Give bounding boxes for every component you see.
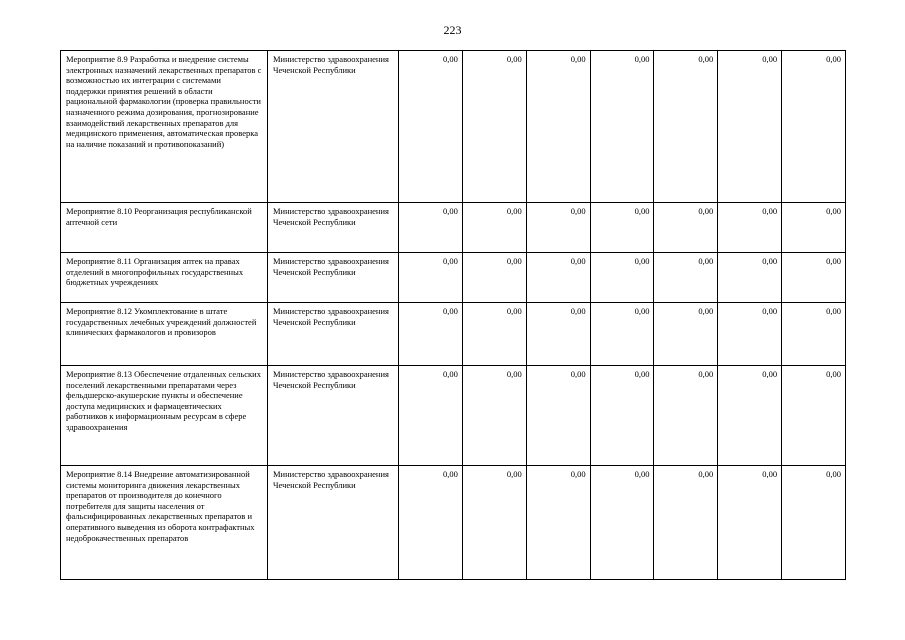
table-row bbox=[61, 203, 846, 253]
executor-cell: Министерство здравоохранения Чеченской Республики bbox=[268, 51, 399, 203]
value-cell: 0,00 bbox=[654, 253, 718, 303]
measure-name-cell: Мероприятие 8.13 Обеспечение отдаленных сельских поселений лекарственными препаратами через фельдшерско-акушерские пункты и обеспечение доступа медицинских и фармацевтических работников к информационным ресурсам в сфере здравоохранения bbox=[61, 366, 268, 466]
page-number: 223 bbox=[443, 23, 462, 37]
value-cell: 0,00 bbox=[718, 366, 782, 466]
value-cell: 0,00 bbox=[718, 203, 782, 253]
value-cell: 0,00 bbox=[526, 253, 590, 303]
value-cell: 0,00 bbox=[718, 51, 782, 203]
value-cell: 0,00 bbox=[590, 51, 654, 203]
executor-cell: Министерство здравоохранения Чеченской Республики bbox=[268, 253, 399, 303]
value-cell: 0,00 bbox=[526, 203, 590, 253]
table-row bbox=[61, 366, 846, 466]
value-cell: 0,00 bbox=[399, 203, 463, 253]
value-cell: 0,00 bbox=[462, 253, 526, 303]
executor-cell: Министерство здравоохранения Чеченской Республики bbox=[268, 366, 399, 466]
value-cell: 0,00 bbox=[590, 366, 654, 466]
measure-name-cell: Мероприятие 8.11 Организация аптек на правах отделений в многопрофильных государственных бюджетных учреждениях bbox=[61, 253, 268, 303]
value-cell: 0,00 bbox=[462, 366, 526, 466]
value-cell: 0,00 bbox=[462, 303, 526, 366]
measures-table bbox=[60, 50, 846, 580]
value-cell: 0,00 bbox=[654, 366, 718, 466]
value-cell: 0,00 bbox=[782, 303, 846, 366]
value-cell: 0,00 bbox=[654, 466, 718, 580]
value-cell: 0,00 bbox=[590, 303, 654, 366]
value-cell: 0,00 bbox=[782, 203, 846, 253]
value-cell: 0,00 bbox=[654, 203, 718, 253]
value-cell: 0,00 bbox=[718, 303, 782, 366]
value-cell: 0,00 bbox=[462, 466, 526, 580]
executor-cell: Министерство здравоохранения Чеченской Республики bbox=[268, 466, 399, 580]
value-cell: 0,00 bbox=[782, 466, 846, 580]
value-cell: 0,00 bbox=[399, 253, 463, 303]
executor-cell: Министерство здравоохранения Чеченской Республики bbox=[268, 203, 399, 253]
value-cell: 0,00 bbox=[782, 366, 846, 466]
value-cell: 0,00 bbox=[399, 366, 463, 466]
value-cell: 0,00 bbox=[526, 466, 590, 580]
measure-name-cell: Мероприятие 8.9 Разработка и внедрение системы электронных назначений лекарственных препаратов с возможностью их интеграции с системами поддержки принятия решений в области рациональной фармакологии (проверка правильности назначенного режима дозирования, прогнозирование взаимодействий лекарственных препаратов для медицинского применения, автоматическая проверка на наличие показаний и противопоказаний) bbox=[61, 51, 268, 203]
executor-cell: Министерство здравоохранения Чеченской Республики bbox=[268, 303, 399, 366]
value-cell: 0,00 bbox=[718, 466, 782, 580]
value-cell: 0,00 bbox=[399, 51, 463, 203]
table-row bbox=[61, 253, 846, 303]
value-cell: 0,00 bbox=[526, 51, 590, 203]
value-cell: 0,00 bbox=[399, 303, 463, 366]
value-cell: 0,00 bbox=[718, 253, 782, 303]
value-cell: 0,00 bbox=[399, 466, 463, 580]
measure-name-cell: Мероприятие 8.10 Реорганизация республиканской аптечной сети bbox=[61, 203, 268, 253]
measure-name-cell: Мероприятие 8.12 Укомплектование в штате государственных лечебных учреждений должностей клинических фармакологов и провизоров bbox=[61, 303, 268, 366]
value-cell: 0,00 bbox=[462, 203, 526, 253]
value-cell: 0,00 bbox=[654, 303, 718, 366]
value-cell: 0,00 bbox=[526, 303, 590, 366]
value-cell: 0,00 bbox=[462, 51, 526, 203]
table-row bbox=[61, 303, 846, 366]
value-cell: 0,00 bbox=[654, 51, 718, 203]
value-cell: 0,00 bbox=[590, 253, 654, 303]
value-cell: 0,00 bbox=[590, 203, 654, 253]
value-cell: 0,00 bbox=[590, 466, 654, 580]
value-cell: 0,00 bbox=[782, 253, 846, 303]
table-row bbox=[61, 51, 846, 203]
table-row bbox=[61, 466, 846, 580]
value-cell: 0,00 bbox=[782, 51, 846, 203]
value-cell: 0,00 bbox=[526, 366, 590, 466]
measure-name-cell: Мероприятие 8.14 Внедрение автоматизированной системы мониторинга движения лекарственных препаратов от производителя до конечного потребителя для защиты населения от фальсифицированных лекарственных препаратов и оперативного выведения из оборота контрафактных недоброкачественных препаратов bbox=[61, 466, 268, 580]
